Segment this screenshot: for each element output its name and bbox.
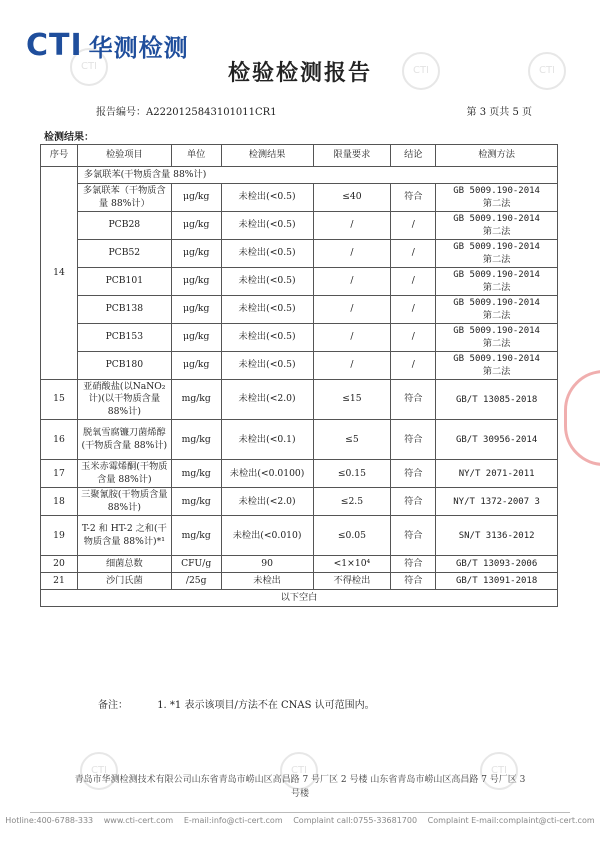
cell-no: 19 xyxy=(41,516,78,556)
cell-method xyxy=(436,212,558,240)
table-row xyxy=(41,590,558,607)
remarks xyxy=(98,696,375,711)
table-row xyxy=(41,212,558,240)
method-line: GB 5009.190-2014 xyxy=(453,354,540,365)
cell-method xyxy=(436,240,558,268)
cell-limit: ≤0.15 xyxy=(313,460,391,488)
cell-conclusion: 符合 xyxy=(391,380,436,420)
cell-item: PCB180 xyxy=(77,352,171,380)
method-line: 第二法 xyxy=(482,337,511,349)
cell-result: 未检出(<0.5) xyxy=(221,268,313,296)
method-line: 第二法 xyxy=(482,197,511,209)
cell-unit: μg/kg xyxy=(171,268,221,296)
cell-limit: / xyxy=(313,324,391,352)
cell-result: 未检出(<2.0) xyxy=(221,380,313,420)
cell-conclusion: 符合 xyxy=(391,573,436,590)
header-item: 检验项目 xyxy=(77,145,171,167)
red-seal-stamp xyxy=(564,370,600,466)
cell-unit: μg/kg xyxy=(171,240,221,268)
header-conclusion: 结论 xyxy=(391,145,436,167)
cell-result: 未检出(<0.5) xyxy=(221,324,313,352)
cell-method xyxy=(436,184,558,212)
cell-item: PCB28 xyxy=(77,212,171,240)
cell-limit: / xyxy=(313,240,391,268)
logo-name: 华测检测 xyxy=(88,34,189,62)
cell-result: 未检出(<0.5) xyxy=(221,352,313,380)
cell-conclusion: 符合 xyxy=(391,556,436,573)
table-row xyxy=(41,488,558,516)
cell-no: 17 xyxy=(41,460,78,488)
cell-conclusion: / xyxy=(391,268,436,296)
cell-item: 细菌总数 xyxy=(77,556,171,573)
method-line: 第二法 xyxy=(482,253,511,265)
table-row xyxy=(41,324,558,352)
cell-limit: / xyxy=(313,352,391,380)
company-address: 青岛市华测检测技术有限公司山东省青岛市崂山区高昌路 7 号厂区 2 号楼 山东省青岛市崂山区高昌路 7 号厂区 3 号楼 xyxy=(74,775,526,800)
footer-hotline: Hotline:400-6788-333 xyxy=(5,816,94,825)
method-line: GB 5009.190-2014 xyxy=(453,326,540,337)
table-row xyxy=(41,352,558,380)
header-no: 序号 xyxy=(41,145,78,167)
cell-result: 未检出 xyxy=(221,573,313,590)
cell-item: 亚硝酸盐(以NaNO₂计)(以干物质含量 88%计) xyxy=(77,380,171,420)
method-line: GB 5009.190-2014 xyxy=(453,242,540,253)
cell-method: NY/T 2071-2011 xyxy=(436,460,558,488)
cell-unit: /25g xyxy=(171,573,221,590)
method-line: 第二法 xyxy=(482,281,511,293)
cell-item: 脱氧雪腐镰刀菌烯醇(干物质含量 88%计) xyxy=(77,420,171,460)
cell-item: PCB52 xyxy=(77,240,171,268)
cell-item: 三聚氰胺(干物质含量 88%计) xyxy=(77,488,171,516)
page-number: 第 3 页共 5 页 xyxy=(466,107,532,118)
cell-conclusion: / xyxy=(391,324,436,352)
method-line: GB 5009.190-2014 xyxy=(453,270,540,281)
cell-item: PCB153 xyxy=(77,324,171,352)
cell-limit: / xyxy=(313,212,391,240)
cell-no: 18 xyxy=(41,488,78,516)
cell-item: PCB138 xyxy=(77,296,171,324)
cell-item: 玉米赤霉烯酮(干物质含量 88%计) xyxy=(77,460,171,488)
method-line: GB 5009.190-2014 xyxy=(453,298,540,309)
method-line: 第二法 xyxy=(482,225,511,237)
header-result: 检测结果 xyxy=(221,145,313,167)
header-limit: 限量要求 xyxy=(313,145,391,167)
cell-unit: mg/kg xyxy=(171,420,221,460)
cell-conclusion: 符合 xyxy=(391,516,436,556)
cell-conclusion: 符合 xyxy=(391,460,436,488)
cell-item: 沙门氏菌 xyxy=(77,573,171,590)
cell-result: 未检出(<0.0100) xyxy=(221,460,313,488)
watermark-cti: CTI xyxy=(402,52,440,90)
cell-conclusion: / xyxy=(391,352,436,380)
cell-unit: μg/kg xyxy=(171,324,221,352)
table-row xyxy=(41,516,558,556)
cell-result: 未检出(<0.5) xyxy=(221,296,313,324)
cell-result: 未检出(<0.5) xyxy=(221,184,313,212)
table-row xyxy=(41,420,558,460)
watermark-cti: CTI xyxy=(70,48,108,86)
report-number: 报告编号：A2220125843101011CR1 xyxy=(96,107,277,118)
cell-unit: μg/kg xyxy=(171,184,221,212)
cell-method: GB/T 13091-2018 xyxy=(436,573,558,590)
cell-unit: mg/kg xyxy=(171,380,221,420)
cell-method: GB/T 30956-2014 xyxy=(436,420,558,460)
cell-method: GB/T 13093-2006 xyxy=(436,556,558,573)
cell-no: 15 xyxy=(41,380,78,420)
method-line: 第二法 xyxy=(482,309,511,321)
footer-divider xyxy=(30,812,570,813)
cell-conclusion: / xyxy=(391,212,436,240)
cell-unit: μg/kg xyxy=(171,352,221,380)
cell-conclusion: / xyxy=(391,296,436,324)
group-title: 多氯联苯(干物质含量 88%计) xyxy=(77,167,557,184)
cell-method xyxy=(436,268,558,296)
cell-result: 未检出(<2.0) xyxy=(221,488,313,516)
cell-unit: mg/kg xyxy=(171,516,221,556)
footer-email-link[interactable]: E-mail:info@cti-cert.com xyxy=(183,816,283,825)
cell-limit: ≤0.05 xyxy=(313,516,391,556)
watermark-cti: CTI xyxy=(528,52,566,90)
cell-method: GB/T 13085-2018 xyxy=(436,380,558,420)
table-row xyxy=(41,460,558,488)
cell-limit: / xyxy=(313,268,391,296)
remarks-text: 1. *1 表示该项目/方法不在 CNAS 认可范围内。 xyxy=(157,700,375,711)
cell-limit: ≤40 xyxy=(313,184,391,212)
header-unit: 单位 xyxy=(171,145,221,167)
cell-result: 90 xyxy=(221,556,313,573)
table-row xyxy=(41,240,558,268)
cell-item: PCB101 xyxy=(77,268,171,296)
cell-unit: mg/kg xyxy=(171,488,221,516)
watermark-cti: CTI xyxy=(480,752,518,790)
cell-method xyxy=(436,352,558,380)
footer-website-link[interactable]: www.cti-cert.com xyxy=(103,816,174,825)
cell-no: 20 xyxy=(41,556,78,573)
table-row xyxy=(41,184,558,212)
method-line: 第二法 xyxy=(482,365,511,377)
cell-method xyxy=(436,296,558,324)
cell-limit: ≤15 xyxy=(313,380,391,420)
table-header-row xyxy=(41,145,558,167)
cell-no: 16 xyxy=(41,420,78,460)
cell-method: NY/T 1372-2007 3 xyxy=(436,488,558,516)
report-title: 检验检测报告 xyxy=(227,60,372,86)
cell-limit: 不得检出 xyxy=(313,573,391,590)
header-method: 检测方法 xyxy=(436,145,558,167)
table-row xyxy=(41,296,558,324)
cell-conclusion: 符合 xyxy=(391,184,436,212)
cell-result: 未检出(<0.1) xyxy=(221,420,313,460)
table-row xyxy=(41,167,558,184)
cell-conclusion: 符合 xyxy=(391,420,436,460)
table-row xyxy=(41,380,558,420)
remarks-label: 备注： xyxy=(98,700,128,711)
table-row xyxy=(41,573,558,590)
watermark-cti: CTI xyxy=(280,752,318,790)
cell-no: 21 xyxy=(41,573,78,590)
footer-complaint-call: Complaint call:0755-33681700 xyxy=(293,816,418,825)
footer-complaint-email-link[interactable]: Complaint E-mail:complaint@cti-cert.com xyxy=(427,816,595,825)
cell-limit: / xyxy=(313,296,391,324)
blank-below-note: 以下空白 xyxy=(41,590,558,607)
logo-brand: CTI xyxy=(26,28,83,63)
cell-conclusion: / xyxy=(391,240,436,268)
cell-item: 多氯联苯（干物质含量 88%计） xyxy=(77,184,171,212)
cell-unit: mg/kg xyxy=(171,460,221,488)
cell-result: 未检出(<0.5) xyxy=(221,212,313,240)
cell-conclusion: 符合 xyxy=(391,488,436,516)
cell-unit: μg/kg xyxy=(171,212,221,240)
cell-unit: CFU/g xyxy=(171,556,221,573)
cell-unit: μg/kg xyxy=(171,296,221,324)
cell-no: 14 xyxy=(41,167,78,380)
table-row xyxy=(41,556,558,573)
watermark-cti: CTI xyxy=(80,752,118,790)
table-row xyxy=(41,268,558,296)
method-line: GB 5009.190-2014 xyxy=(453,214,540,225)
cell-result: 未检出(<0.010) xyxy=(221,516,313,556)
cell-limit: <1×10⁴ xyxy=(313,556,391,573)
cell-item: T-2 和 HT-2 之和(干物质含量 88%计)*¹ xyxy=(77,516,171,556)
cell-method xyxy=(436,324,558,352)
method-line: GB 5009.190-2014 xyxy=(453,186,540,197)
results-table xyxy=(40,144,558,607)
footer xyxy=(0,816,600,825)
cell-result: 未检出(<0.5) xyxy=(221,240,313,268)
cell-limit: ≤2.5 xyxy=(313,488,391,516)
cell-method: SN/T 3136-2012 xyxy=(436,516,558,556)
section-title: 检测结果： xyxy=(44,132,94,143)
cell-limit: ≤5 xyxy=(313,420,391,460)
